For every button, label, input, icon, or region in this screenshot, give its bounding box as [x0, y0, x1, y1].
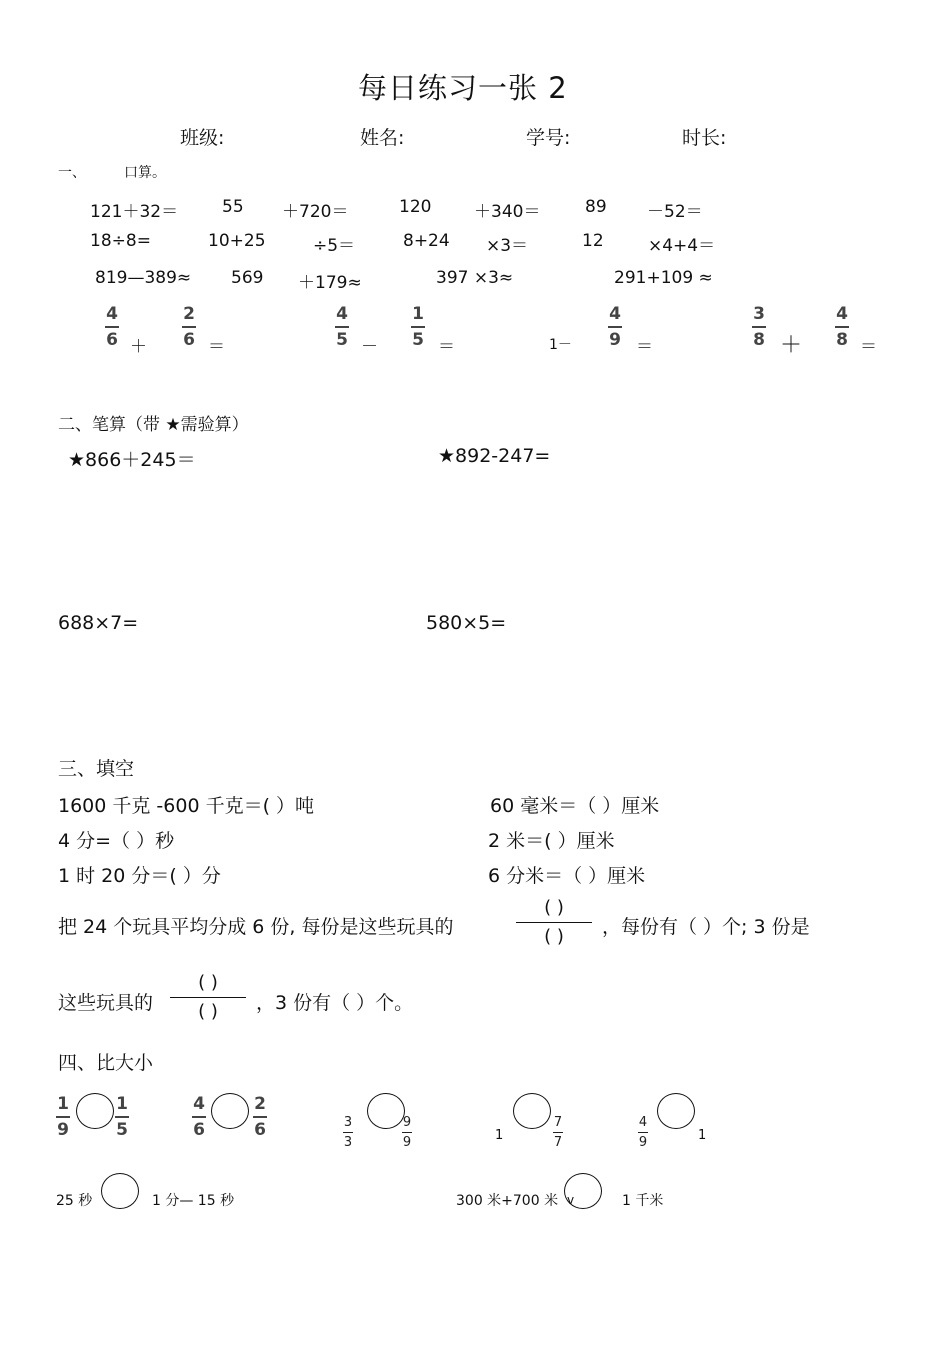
number-one: 1: [495, 1128, 504, 1143]
fraction-4-6: [105, 304, 119, 350]
fraction-1-5: [115, 1094, 129, 1140]
q3-4: 291+109 ≈: [614, 268, 713, 288]
equals-sign: ＝: [860, 337, 877, 357]
numerator: 9: [402, 1115, 412, 1130]
compare-circle-6[interactable]: [101, 1173, 139, 1209]
numerator: 1: [412, 304, 424, 324]
fraction-1-5: [411, 304, 425, 350]
fraction-3-8: [752, 304, 766, 350]
fill-2: 60 毫米＝（ ）厘米: [490, 795, 660, 817]
blank-fraction-1: [516, 897, 592, 948]
denominator: 3: [343, 1135, 353, 1150]
equals-sign: ＝: [438, 337, 455, 357]
q2-4b: ×4+4＝: [648, 236, 716, 256]
q3-1: 819—389≈: [95, 268, 192, 288]
student-id-label: 学号:: [526, 127, 571, 149]
denominator: 6: [183, 330, 195, 350]
compare-circle-2[interactable]: [211, 1093, 249, 1129]
q1-3a: 120: [399, 197, 432, 217]
q1-4a: 89: [585, 197, 607, 217]
denominator: 5: [336, 330, 348, 350]
denominator: 9: [609, 330, 621, 350]
numerator: 1: [57, 1094, 69, 1114]
compare-right-1km: 1 千米: [622, 1193, 664, 1209]
fraction-9-9: [402, 1115, 412, 1150]
denominator: 6: [254, 1120, 266, 1140]
fraction-4-8: [835, 304, 849, 350]
compare-circle-1[interactable]: [76, 1093, 114, 1129]
q1-2b: ＋720＝: [282, 202, 349, 222]
numerator: 3: [343, 1115, 353, 1130]
one-minus: 1－: [549, 337, 572, 353]
blank-fraction-2: [170, 972, 246, 1023]
fraction-4-5: [335, 304, 349, 350]
numerator: 4: [106, 304, 118, 324]
denominator: 6: [193, 1120, 205, 1140]
fraction-4-9: [608, 304, 622, 350]
q2-2b: ÷5＝: [313, 236, 356, 256]
q3-2a: 569: [231, 268, 264, 288]
fraction-4-6: [192, 1094, 206, 1140]
compare-circle-3[interactable]: [367, 1093, 405, 1129]
q3-2b: ＋179≈: [298, 273, 362, 293]
paragraph-2-start: 这些玩具的: [58, 992, 154, 1014]
fill-5: 1 时 20 分＝( ）分: [58, 865, 221, 887]
q1-2a: 55: [222, 197, 244, 217]
q2-1: 18÷8=: [90, 231, 151, 251]
fill-6: 6 分米＝（ ）厘米: [488, 865, 646, 887]
denominator: 7: [553, 1135, 563, 1150]
fraction-4-9: [638, 1115, 648, 1150]
plus-sign: ＋: [130, 337, 147, 357]
q3-3: 397 ×3≈: [436, 268, 514, 288]
fill-3: 4 分=（ ）秒: [58, 830, 175, 852]
q1-1: 121＋32＝: [90, 202, 179, 222]
written-calc-4: 580×5=: [426, 612, 507, 634]
compare-right-1min-15s: 1 分— 15 秒: [152, 1193, 235, 1209]
fill-1: 1600 千克 -600 千克＝( ）吨: [58, 795, 315, 817]
numerator: 3: [753, 304, 765, 324]
numerator: 2: [254, 1094, 266, 1114]
number-one: 1: [698, 1128, 707, 1143]
numerator: 4: [609, 304, 621, 324]
fraction-2-6: [182, 304, 196, 350]
numerator-blank: ( ): [198, 972, 218, 993]
section3-heading: 三、填空: [58, 758, 135, 780]
section1-heading: 口算。: [124, 165, 166, 181]
q2-3b: ×3＝: [486, 236, 529, 256]
numerator: 2: [183, 304, 195, 324]
fraction-1-9: [56, 1094, 70, 1140]
numerator: 4: [836, 304, 848, 324]
plus-sign: ＋: [780, 333, 803, 358]
denominator: 9: [402, 1135, 412, 1150]
numerator: 7: [553, 1115, 563, 1130]
section4-heading: 四、比大小: [58, 1052, 154, 1074]
equals-sign: ＝: [636, 337, 653, 357]
class-label: 班级:: [180, 127, 225, 149]
minus-sign: －: [361, 337, 378, 357]
q2-2a: 10+25: [208, 231, 266, 251]
compare-left-25s: 25 秒: [56, 1193, 93, 1209]
fraction-3-3: [343, 1115, 353, 1150]
section1-number: 一、: [58, 165, 86, 181]
page-title: 每日练习一张 2: [358, 71, 568, 105]
denominator: 5: [116, 1120, 128, 1140]
q2-3a: 8+24: [403, 231, 450, 251]
compare-circle-5[interactable]: [657, 1093, 695, 1129]
denominator: 8: [836, 330, 848, 350]
numerator: 4: [193, 1094, 205, 1114]
q2-4a: 12: [582, 231, 604, 251]
denominator: 8: [753, 330, 765, 350]
check-mark: v: [567, 1193, 575, 1207]
section2-heading: 二、笔算（带 ★需验算）: [58, 415, 249, 435]
paragraph-2-end: ，3 份有（ ）个。: [256, 992, 414, 1014]
compare-left-300m-700m: 300 米+700 米: [456, 1193, 559, 1209]
paragraph-1-end: ，每份有（ ）个; 3 份是: [602, 916, 810, 938]
numerator: 4: [336, 304, 348, 324]
paragraph-1-start: 把 24 个玩具平均分成 6 份, 每份是这些玩具的: [58, 916, 454, 938]
duration-label: 时长:: [682, 127, 727, 149]
denominator-blank: ( ): [544, 926, 564, 947]
fraction-2-6: [253, 1094, 267, 1140]
compare-circle-4[interactable]: [513, 1093, 551, 1129]
numerator: 4: [638, 1115, 648, 1130]
denominator: 9: [57, 1120, 69, 1140]
written-calc-3: 688×7=: [58, 612, 139, 634]
written-calc-1: ★866＋245＝: [68, 449, 196, 471]
q1-3b: ＋340＝: [474, 202, 541, 222]
fill-4: 2 米＝( ）厘米: [488, 830, 615, 852]
denominator-blank: ( ): [198, 1001, 218, 1022]
written-calc-2: ★892-247=: [438, 445, 551, 467]
numerator-blank: ( ): [544, 897, 564, 918]
fraction-7-7: [553, 1115, 563, 1150]
equals-sign: ＝: [208, 337, 225, 357]
denominator: 9: [638, 1135, 648, 1150]
name-label: 姓名:: [360, 127, 405, 149]
numerator: 1: [116, 1094, 128, 1114]
q1-4b: －52＝: [647, 202, 703, 222]
denominator: 5: [412, 330, 424, 350]
denominator: 6: [106, 330, 118, 350]
